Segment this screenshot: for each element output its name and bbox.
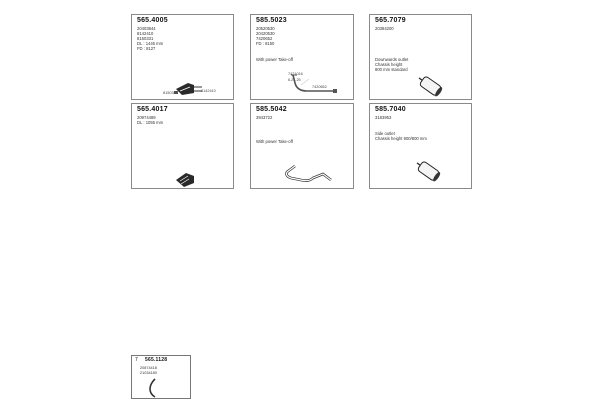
part-reference-list — [140, 366, 157, 375]
callout-label: 6.21.25 — [288, 78, 301, 82]
part-number: 585.5023 — [256, 17, 287, 24]
reference-line: FD : 8150 — [256, 41, 275, 46]
part-card[interactable] — [250, 14, 354, 100]
part-card[interactable] — [369, 14, 472, 100]
reference-line: 20520530 — [256, 26, 275, 31]
note-line: Chassis height — [375, 62, 403, 67]
reference-line: 20403844 — [137, 26, 156, 31]
part-number: 565.4005 — [137, 17, 168, 24]
part-card[interactable] — [131, 14, 234, 100]
part-note — [375, 131, 427, 141]
part-note — [375, 57, 408, 72]
part-note: With power Take-off — [256, 139, 293, 144]
reference-line: 8150331 — [137, 36, 154, 41]
reference-line: FD : 8127 — [137, 46, 156, 51]
part-card[interactable] — [250, 103, 354, 189]
part-number: 565.7079 — [375, 17, 406, 24]
callout-label: 7420652 — [312, 85, 327, 89]
part-card-small[interactable] — [131, 355, 191, 399]
reference-line: 20874418 — [140, 366, 157, 370]
reference-line: 3183953 — [375, 115, 392, 120]
reference-line: 8142410 — [137, 31, 154, 36]
reference-line: 20384200 — [375, 26, 394, 31]
part-number: 565.1128 — [145, 357, 168, 363]
callout-label: 7421016 — [288, 72, 303, 76]
item-marker: 7 — [135, 357, 138, 363]
note-line: Side outlet — [375, 131, 395, 136]
reference-line: 3943722 — [256, 115, 273, 120]
part-reference-list — [137, 26, 163, 51]
part-reference-list — [256, 115, 272, 120]
part-reference-list — [375, 115, 391, 120]
silencer-icon — [416, 73, 446, 101]
callout-label: 8150331 — [163, 91, 178, 95]
part-reference-list — [256, 26, 275, 46]
reference-line: 20974489 — [137, 115, 156, 120]
reference-line: DL : 1445 mm — [137, 41, 164, 46]
part-reference-list — [137, 115, 163, 125]
hanger-clamp-icon — [148, 378, 158, 398]
part-note: With power Take-off — [256, 57, 293, 62]
part-number: 565.4017 — [137, 106, 168, 113]
note-line: 800 mm standard — [375, 67, 408, 72]
silencer-icon — [414, 158, 444, 186]
part-reference-list — [375, 26, 394, 31]
reference-line: 7420652 — [256, 36, 273, 41]
reference-line: DL : 1055 mm — [137, 120, 164, 125]
part-number: 585.7040 — [375, 106, 406, 113]
part-card[interactable] — [369, 103, 472, 189]
reference-line: 20420530 — [256, 31, 275, 36]
callout-label: 8142410 — [201, 89, 216, 93]
exhaust-pipe-s-bend-icon — [281, 162, 336, 188]
note-line: Downwards outlet — [375, 57, 409, 62]
note-line: Chassis height 900/800 mm — [375, 136, 427, 141]
muffler-box-icon — [174, 170, 196, 188]
part-card[interactable] — [131, 103, 234, 189]
part-number: 585.5042 — [256, 106, 287, 113]
reference-line: 21034180 — [140, 370, 157, 375]
